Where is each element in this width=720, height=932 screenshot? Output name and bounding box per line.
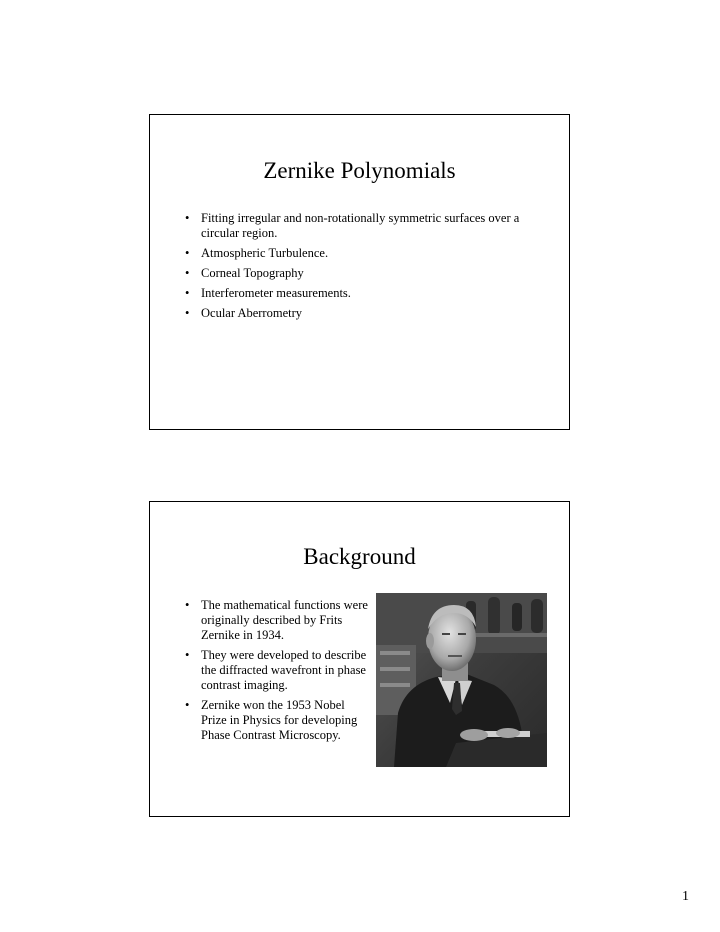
bullet-text: Fitting irregular and non-rotationally symmetric surfaces over a circular region. [201, 211, 520, 240]
bullet-icon: • [185, 306, 190, 320]
bullet-icon: • [185, 598, 190, 612]
portrait-photo-graphic [376, 593, 547, 767]
bullet-icon: • [185, 698, 190, 712]
page-number: 1 [682, 889, 689, 904]
bullet-item [183, 648, 373, 693]
bullet-text: Ocular Aberrometry [201, 306, 303, 320]
bullet-item [183, 266, 553, 281]
bullet-icon: • [185, 211, 190, 225]
bullet-text: Zernike won the 1953 Nobel Prize in Physics for developing Phase Contrast Microscopy. [201, 698, 358, 742]
bullet-item [183, 598, 373, 643]
bullet-list [183, 211, 553, 326]
bullet-item [183, 306, 553, 321]
slide-title: Zernike Polynomials [263, 158, 456, 183]
bullet-item [183, 246, 553, 261]
bullet-text: Atmospheric Turbulence. [201, 246, 329, 260]
bullet-text: Interferometer measurements. [201, 286, 351, 300]
bullet-text: The mathematical functions were originally described by Frits Zernike in 1934. [201, 598, 368, 642]
bullet-icon: • [185, 246, 190, 260]
bullet-item [183, 698, 373, 743]
bullet-icon: • [185, 648, 190, 662]
bullet-list [183, 598, 373, 748]
slide-background [149, 501, 570, 817]
bullet-text: Corneal Topography [201, 266, 304, 280]
bullet-icon: • [185, 266, 190, 280]
bullet-item [183, 286, 553, 301]
bullet-text: They were developed to describe the diffracted wavefront in phase contrast imaging. [201, 648, 367, 692]
slide-zernike-polynomials [149, 114, 570, 430]
slide-title: Background [303, 544, 416, 569]
bullet-item [183, 211, 553, 241]
bullet-icon: • [185, 286, 190, 300]
portrait-photo [376, 593, 547, 767]
